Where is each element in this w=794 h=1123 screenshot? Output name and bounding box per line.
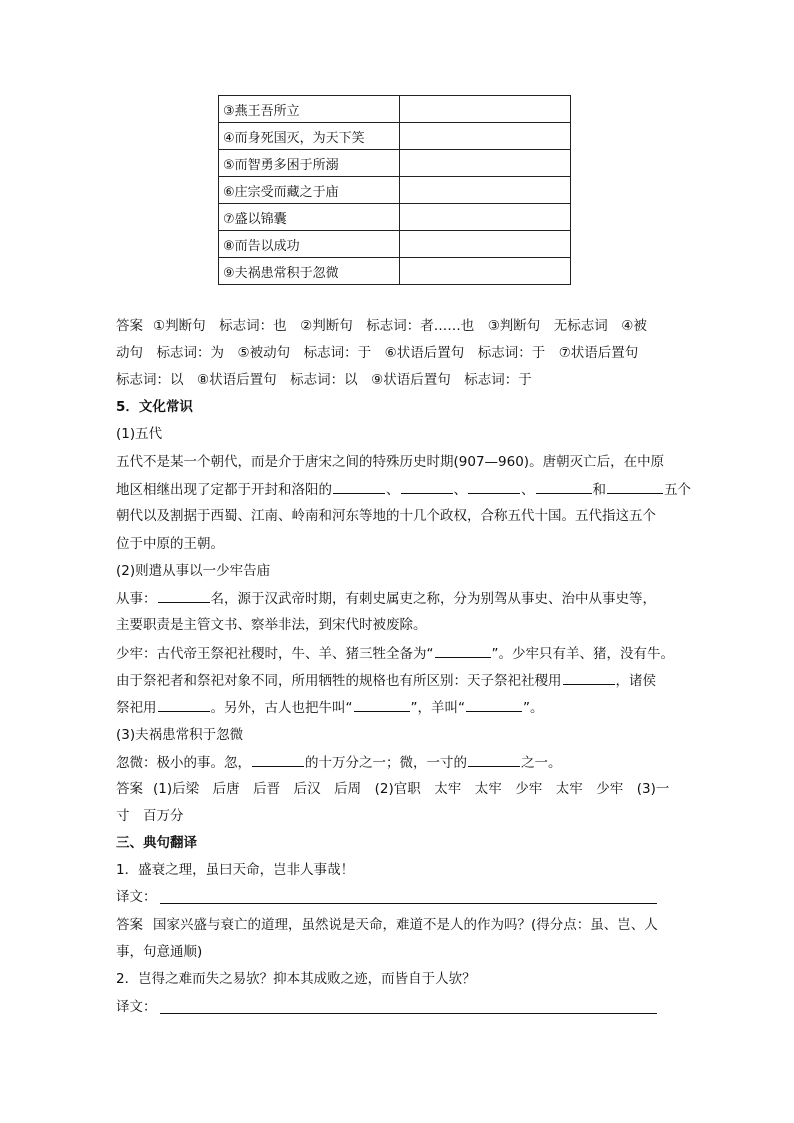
- table-row: [219, 96, 571, 123]
- blank: [435, 644, 491, 658]
- blank: [607, 480, 663, 494]
- paragraph-line: 五代不是某一个朝代，而是介于唐宋之间的特殊历史时期(907—960)。唐朝灭亡后，在中原: [116, 454, 665, 470]
- paragraph-line: 位于中原的王朝。: [116, 536, 224, 552]
- answer-cell: [400, 231, 571, 258]
- sentence-cell: ⑨夫祸患常积于忽微: [219, 258, 400, 285]
- blank: [563, 671, 615, 685]
- translation-blank: [160, 1013, 657, 1014]
- answer-cell: [400, 123, 571, 150]
- subheading: (1)五代: [116, 426, 163, 442]
- text: ”，羊叫“: [410, 700, 465, 716]
- answer-label: 答案: [116, 318, 143, 334]
- section-heading: 三、典句翻译: [116, 835, 197, 851]
- sentence-cell: ⑤而智勇多困于所溺: [219, 150, 400, 177]
- text: 之一。: [521, 755, 562, 771]
- blank: [468, 753, 520, 767]
- blank: [466, 698, 522, 712]
- translation-blank: [160, 903, 657, 904]
- sentence-cell: ⑧而告以成功: [219, 231, 400, 258]
- blank: [158, 589, 210, 603]
- answer-text: 国家兴盛与衰亡的道理，虽然说是天命，难道不是人的作为吗？(得分点：虽、岂、人: [153, 917, 658, 933]
- text: 从事：: [116, 591, 157, 607]
- table-row: [219, 123, 571, 150]
- answer-cell: [400, 258, 571, 285]
- text: 、: [521, 482, 535, 498]
- paragraph-line: [116, 671, 656, 690]
- text: 、: [386, 482, 400, 498]
- section-heading: 5．文化常识: [116, 399, 193, 415]
- blank: [252, 753, 304, 767]
- sentence-cell: ③燕王吾所立: [219, 96, 400, 123]
- question-line: 1．盛衰之理，虽曰天命，岂非人事哉！: [116, 862, 355, 878]
- answer-line: 动句 标志词：为 ⑤被动句 标志词：于 ⑥状语后置句 标志词：于 ⑦状语后置句: [116, 345, 639, 361]
- answer-label: 答案: [116, 917, 143, 933]
- blank: [536, 480, 592, 494]
- answer-cell: [400, 177, 571, 204]
- paragraph-line: 主要职责是主管文书、察举非法，到宋代时被废除。: [116, 617, 427, 633]
- subheading: (2)则遣从事以一少牢告庙: [116, 563, 271, 579]
- translation-line: 译文：: [116, 889, 157, 905]
- sentence-cell: ⑥庄宗受而藏之于庙: [219, 177, 400, 204]
- question-line: 2．岂得之难而失之易欤？抑本其成败之迹，而皆自于人欤？: [116, 971, 476, 987]
- answer-line: [116, 916, 658, 934]
- blank: [158, 698, 210, 712]
- answer-line: [116, 780, 669, 798]
- answer-cell: [400, 150, 571, 177]
- answer-label: 答案: [116, 781, 143, 797]
- table-row: [219, 231, 571, 258]
- text: 忽微：极小的事。忽，: [116, 755, 251, 771]
- table-row: [219, 204, 571, 231]
- sentence-cell: ⑦盛以锦囊: [219, 204, 400, 231]
- answer-line: 标志词：以 ⑧状语后置句 标志词：以 ⑨状语后置句 标志词：于: [116, 372, 532, 388]
- blank: [354, 698, 410, 712]
- text: 。另外，古人也把牛叫“: [210, 700, 353, 716]
- text: 祭祀用: [116, 700, 157, 716]
- table-row: [219, 177, 571, 204]
- paragraph-line: [116, 480, 691, 499]
- subheading: (3)夫祸患常积于忽微: [116, 727, 244, 743]
- text: 地区相继出现了定都于开封和洛阳的: [116, 482, 332, 498]
- blank: [333, 480, 385, 494]
- paragraph-line: 朝代以及割据于西蜀、江南、岭南和河东等地的十几个政权，合称五代十国。五代指这五个: [116, 508, 656, 524]
- sentence-table: [218, 95, 571, 285]
- table-row: [219, 150, 571, 177]
- text: 名，源于汉武帝时期，有刺史属吏之称，分为别驾从事史、治中从事史等，: [210, 591, 656, 607]
- paragraph-line: [116, 698, 544, 717]
- answer-text: (1)后梁 后唐 后晋 后汉 后周 (2)官职 太牢 太牢 少牢 太牢 少牢 (3)一: [153, 781, 670, 797]
- answer-cell: [400, 96, 571, 123]
- sentence-cell: ④而身死国灭，为天下笑: [219, 123, 400, 150]
- text: 的十万分之一；微，一寸的: [305, 755, 467, 771]
- text: 和: [592, 482, 606, 498]
- paragraph-line: [116, 589, 656, 608]
- answer-line: [116, 317, 647, 335]
- text: ”。: [523, 700, 544, 716]
- text: 少牢：古代帝王祭祀社稷时，牛、羊、猪三牲全备为“: [116, 646, 434, 662]
- answer-text: ①判断句 标志词：也 ②判断句 标志词：者……也 ③判断句 无标志词 ④被: [153, 318, 647, 334]
- paragraph-line: [116, 753, 562, 772]
- answer-cell: [400, 204, 571, 231]
- text: 由于祭祀者和祭祀对象不同，所用牺牲的规格也有所区别：天子祭祀社稷用: [116, 673, 562, 689]
- translation-line: 译文：: [116, 999, 157, 1015]
- text: ”。少牢只有羊、猪，没有牛。: [491, 646, 674, 662]
- blank: [468, 480, 520, 494]
- text: 五个: [664, 482, 691, 498]
- answer-line: 事，句意通顺): [116, 944, 203, 960]
- table-row: [219, 258, 571, 285]
- paragraph-line: [116, 644, 674, 663]
- text: ，诸侯: [615, 673, 656, 689]
- text: 、: [453, 482, 467, 498]
- blank: [401, 480, 453, 494]
- answer-line: 寸 百万分: [116, 808, 184, 824]
